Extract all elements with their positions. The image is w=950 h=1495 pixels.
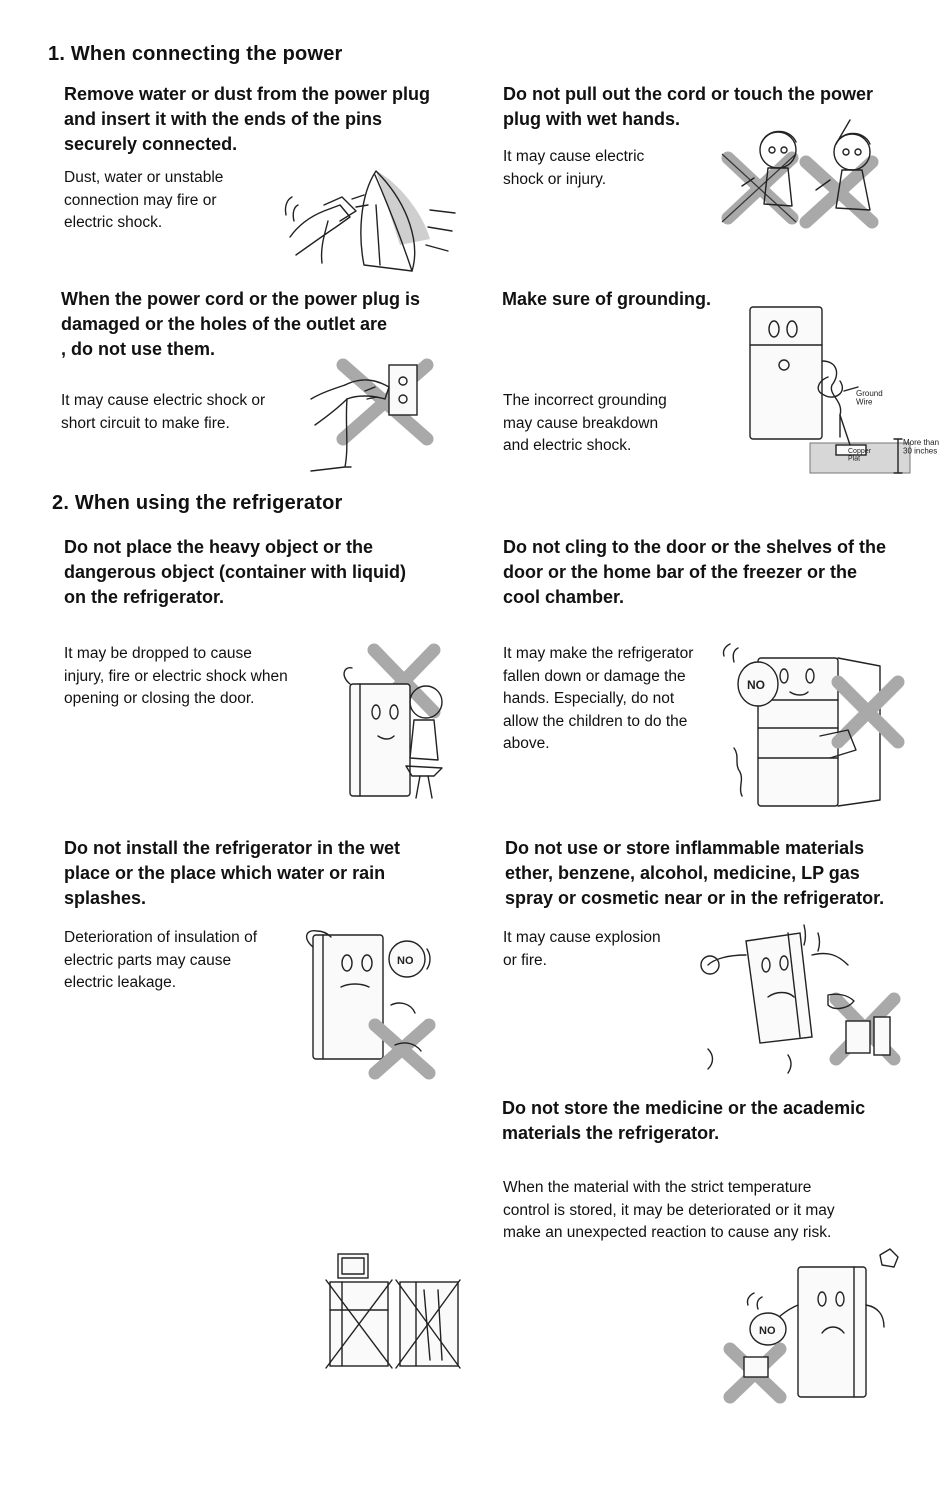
illustration-grounding xyxy=(748,305,948,475)
ground-wire-label: Ground Wire xyxy=(856,389,883,407)
heading-damaged-cord: When the power cord or the power plug is damaged or the holes of the outlet are , do not use them. xyxy=(61,289,421,359)
illustration-wet-place xyxy=(295,925,445,1080)
heading-cling-door: Do not cling to the door or the shelves of the door or the home bar of the freezer or the cool chamber. xyxy=(503,537,887,607)
section-title-using-refrigerator: 2. When using the refrigerator xyxy=(52,492,343,514)
heading-grounding: Make sure of grounding. xyxy=(502,289,712,309)
no-label: NO xyxy=(747,678,765,692)
heading-medicine: Do not store the medicine or the academic materials the refrigerator. xyxy=(502,1098,866,1143)
copper-plate-label: Copper Plat xyxy=(848,448,871,463)
body-grounding: The incorrect grounding may cause breakdown and electric shock. xyxy=(503,392,667,454)
illustration-children-wet-hands xyxy=(718,120,898,230)
section-title-connecting-power: 1. When connecting the power xyxy=(48,43,343,65)
illustration-cling-door xyxy=(720,640,910,810)
illustration-heavy-object xyxy=(330,640,455,802)
body-remove-water-dust: Dust, water or unstable connection may fire or electric shock. xyxy=(64,169,224,231)
illustration-medicine-fridge xyxy=(718,1245,918,1410)
illustration-damaged-outlet xyxy=(305,355,440,477)
heading-wet-place: Do not install the refrigerator in the wet place or the place which water or rain splashes. xyxy=(64,838,401,908)
heading-remove-water-dust: Remove water or dust from the power plug and insert it with the ends of the pins securely connected. xyxy=(64,84,431,154)
depth-label: More than 30 inches xyxy=(903,438,940,456)
heading-heavy-object: Do not place the heavy object or the dangerous object (container with liquid) on the refrigerator. xyxy=(64,537,407,607)
body-heavy-object: It may be dropped to cause injury, fire or electric shock when opening or closing the door. xyxy=(64,645,288,707)
body-medicine: When the material with the strict temperature control is stored, it may be deteriorated or it may make an unexpected reaction to cause any risk. xyxy=(503,1179,835,1241)
no-label: NO xyxy=(397,955,414,967)
heading-inflammable: Do not use or store inflammable materials ether, benzene, alcohol, medicine, LP gas spray or cosmetic near or in the refrigerator. xyxy=(505,838,885,908)
illustration-plug-wiping xyxy=(280,165,460,275)
no-label: NO xyxy=(759,1325,776,1337)
body-wet-place: Deterioration of insulation of electric parts may cause electric leakage. xyxy=(64,929,258,991)
illustration-crossed-fridges xyxy=(322,1250,462,1370)
body-inflammable: It may cause explosion or fire. xyxy=(503,929,661,969)
illustration-inflammable xyxy=(688,925,910,1075)
body-do-not-pull-cord: It may cause electric shock or injury. xyxy=(503,148,645,188)
body-damaged-cord: It may cause electric shock or short circuit to make fire. xyxy=(61,392,266,432)
heading-do-not-pull-cord: Do not pull out the cord or touch the power plug with wet hands. xyxy=(503,84,873,129)
body-cling-door: It may make the refrigerator fallen down or damage the hands. Especially, do not allow the children to do the above. xyxy=(503,645,694,752)
